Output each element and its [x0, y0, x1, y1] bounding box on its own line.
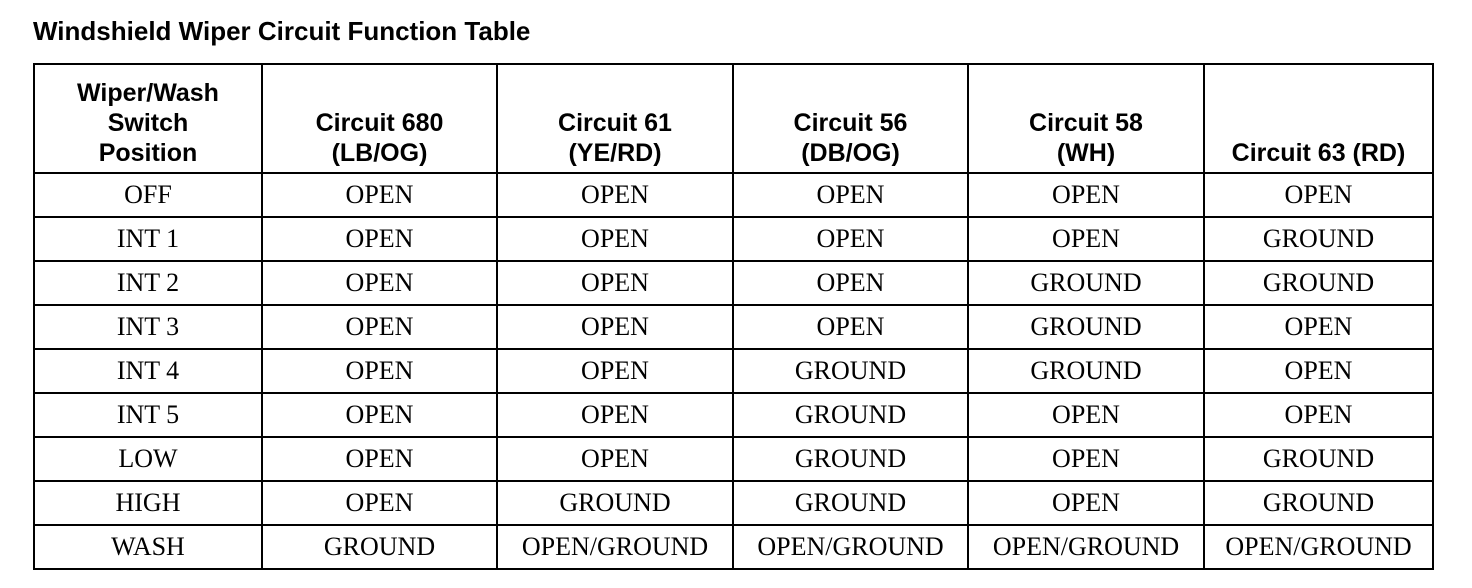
column-header-circuit-63 — [1204, 64, 1433, 173]
table-cell: OPEN — [262, 393, 497, 437]
position-cell: INT 2 — [34, 261, 262, 305]
table-cell: OPEN — [1204, 349, 1433, 393]
table-cell: OPEN — [968, 437, 1204, 481]
column-header-switch-position — [34, 64, 262, 173]
position-cell: HIGH — [34, 481, 262, 525]
header-line: Circuit 56 — [793, 109, 908, 137]
column-header-circuit-58 — [968, 64, 1204, 173]
table-cell: GROUND — [1204, 481, 1433, 525]
header-line: (YE/RD) — [568, 139, 662, 167]
table-cell: OPEN — [733, 305, 968, 349]
position-cell: INT 4 — [34, 349, 262, 393]
table-row — [34, 305, 1433, 349]
table-cell: GROUND — [968, 349, 1204, 393]
table-cell: OPEN/GROUND — [968, 525, 1204, 569]
table-cell: OPEN/GROUND — [1204, 525, 1433, 569]
column-header-circuit-61 — [497, 64, 733, 173]
table-cell: OPEN — [497, 349, 733, 393]
header-line: Circuit 63 (RD) — [1231, 139, 1406, 167]
table-cell: OPEN — [497, 393, 733, 437]
table-cell: OPEN — [1204, 173, 1433, 217]
table-cell: OPEN — [497, 217, 733, 261]
position-cell: OFF — [34, 173, 262, 217]
table-row — [34, 261, 1433, 305]
header-line: (LB/OG) — [331, 139, 428, 167]
table-cell: GROUND — [968, 261, 1204, 305]
table-cell: OPEN — [497, 261, 733, 305]
table-cell: OPEN — [262, 173, 497, 217]
table-row — [34, 525, 1433, 569]
table-cell: GROUND — [497, 481, 733, 525]
table-cell: OPEN — [262, 437, 497, 481]
table-cell: OPEN — [262, 481, 497, 525]
column-header-circuit-680 — [262, 64, 497, 173]
table-cell: OPEN — [1204, 393, 1433, 437]
header-line: Circuit 58 — [1029, 109, 1143, 137]
header-line: Circuit 61 — [558, 109, 672, 137]
table-row — [34, 173, 1433, 217]
table-cell: OPEN/GROUND — [497, 525, 733, 569]
table-cell: GROUND — [733, 349, 968, 393]
table-cell: OPEN — [262, 261, 497, 305]
table-cell: OPEN — [497, 437, 733, 481]
table-cell: GROUND — [1204, 261, 1433, 305]
column-header-circuit-56 — [733, 64, 968, 173]
table-cell: OPEN — [968, 393, 1204, 437]
table-cell: OPEN — [262, 217, 497, 261]
table-cell: GROUND — [1204, 217, 1433, 261]
table-cell: OPEN — [262, 349, 497, 393]
table-cell: GROUND — [733, 393, 968, 437]
table-cell: GROUND — [733, 481, 968, 525]
table-cell: GROUND — [968, 305, 1204, 349]
table-cell: OPEN/GROUND — [733, 525, 968, 569]
header-line: Wiper/Wash — [77, 79, 219, 107]
table-cell: OPEN — [497, 173, 733, 217]
header-line: Switch — [107, 109, 189, 137]
table-cell: OPEN — [733, 173, 968, 217]
table-header-row — [34, 64, 1433, 173]
header-line: Position — [98, 139, 198, 167]
table-row — [34, 349, 1433, 393]
table-cell: GROUND — [1204, 437, 1433, 481]
page-title: Windshield Wiper Circuit Function Table — [33, 16, 531, 46]
header-line: (DB/OG) — [801, 139, 900, 167]
header-line: Circuit 680 — [315, 109, 444, 137]
table-row — [34, 393, 1433, 437]
circuit-function-table — [33, 63, 1434, 570]
table-cell: OPEN — [733, 261, 968, 305]
table-cell: GROUND — [733, 437, 968, 481]
table-row — [34, 217, 1433, 261]
position-cell: INT 1 — [34, 217, 262, 261]
position-cell: INT 3 — [34, 305, 262, 349]
table-cell: OPEN — [968, 173, 1204, 217]
table-cell: OPEN — [262, 305, 497, 349]
table-row — [34, 437, 1433, 481]
table-cell: OPEN — [497, 305, 733, 349]
header-line: (WH) — [1056, 139, 1116, 167]
table-cell: OPEN — [733, 217, 968, 261]
table-cell: GROUND — [262, 525, 497, 569]
table-row — [34, 481, 1433, 525]
position-cell: LOW — [34, 437, 262, 481]
position-cell: WASH — [34, 525, 262, 569]
table-cell: OPEN — [968, 217, 1204, 261]
table-cell: OPEN — [1204, 305, 1433, 349]
table-cell: OPEN — [968, 481, 1204, 525]
position-cell: INT 5 — [34, 393, 262, 437]
